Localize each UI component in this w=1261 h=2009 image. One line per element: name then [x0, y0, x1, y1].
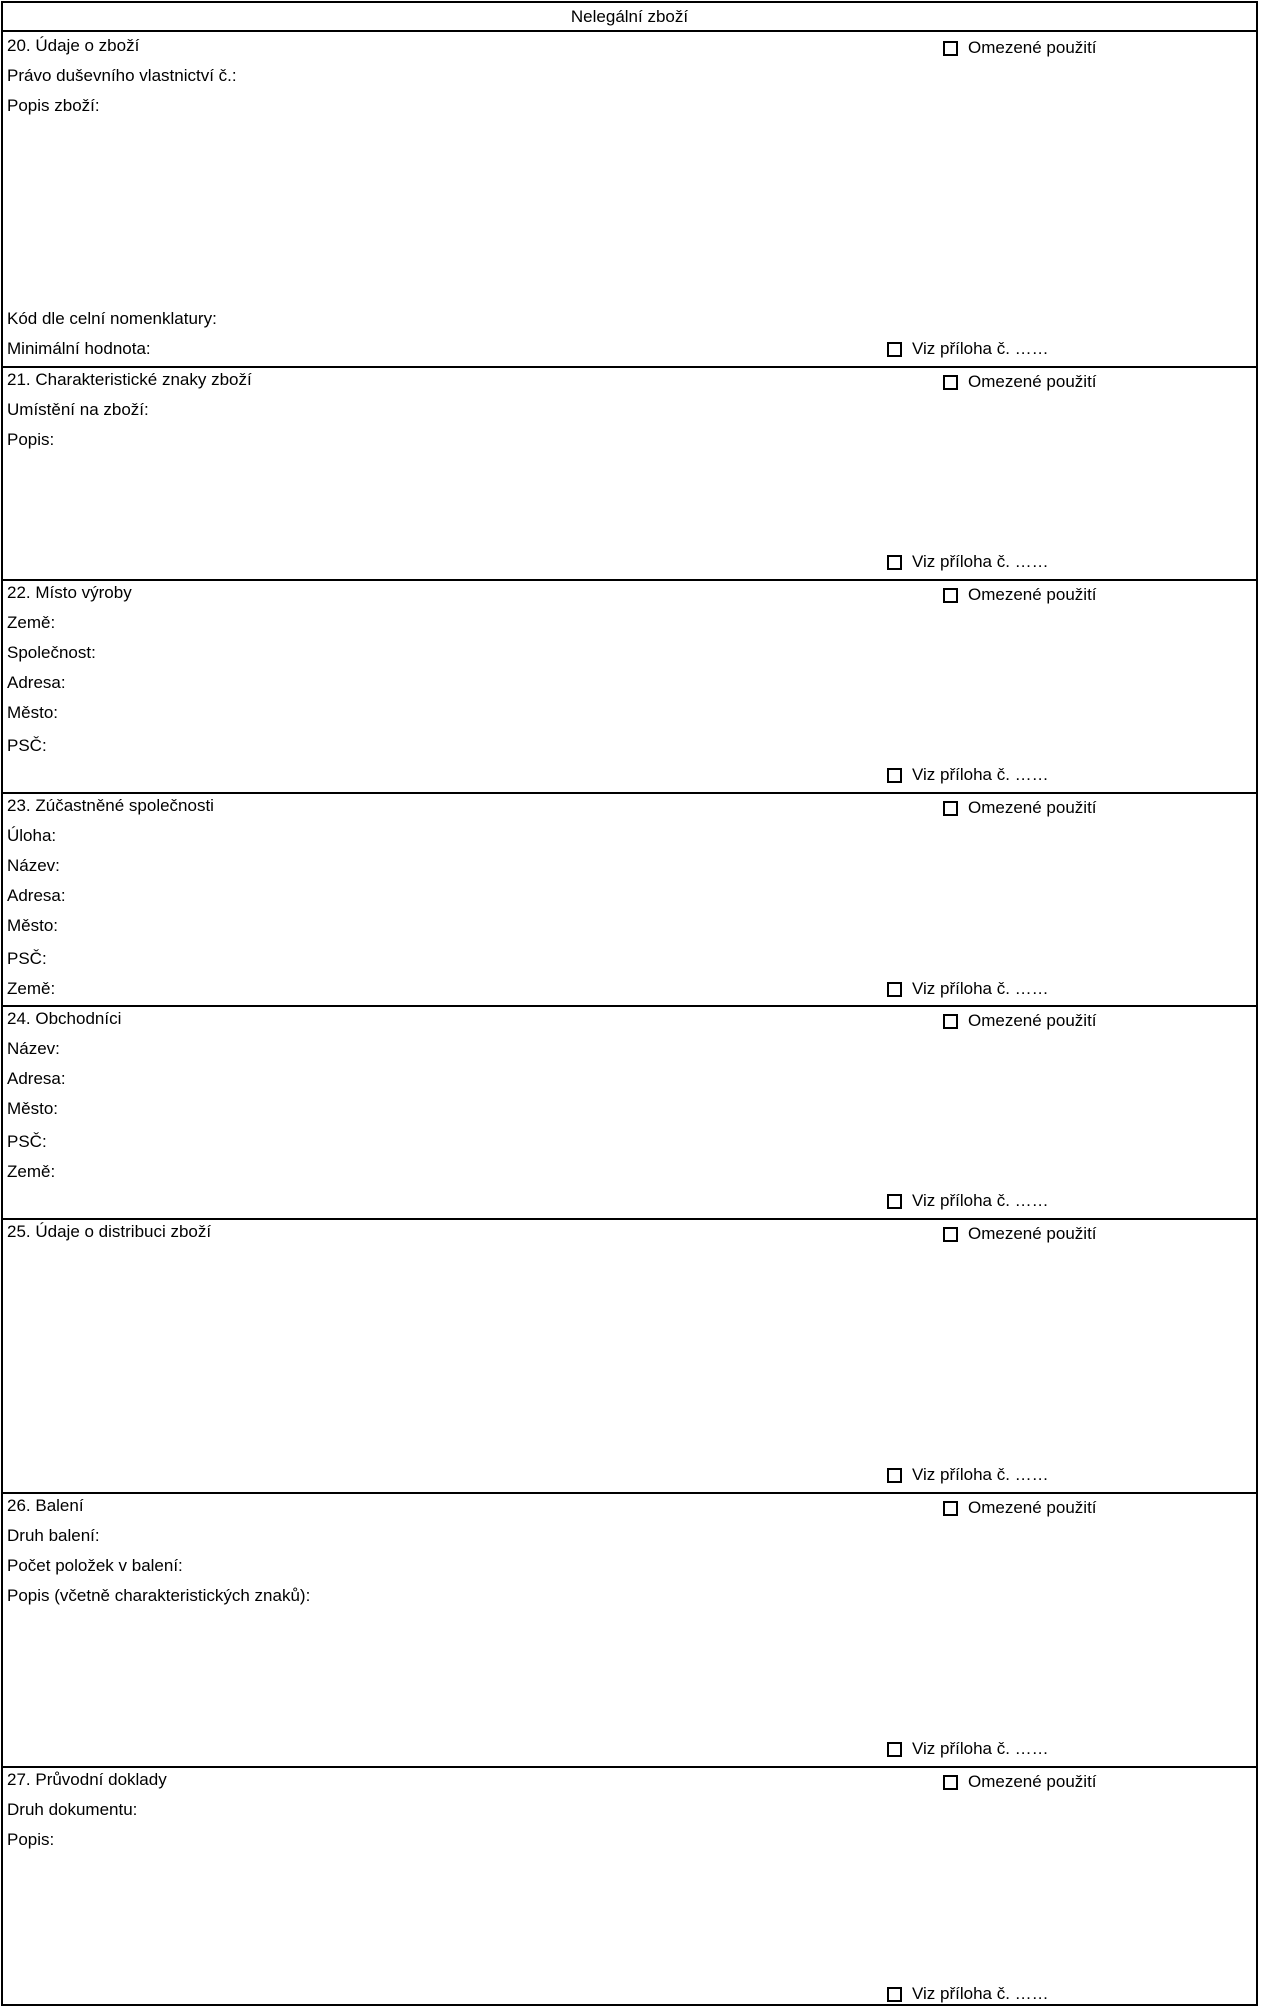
checkbox-box[interactable]: [887, 1987, 902, 2002]
item-count-label: Počet položek v balení:: [7, 1556, 183, 1575]
country-label: Země:: [7, 979, 56, 998]
document-type-label: Druh dokumentu:: [7, 1800, 138, 1819]
country-label: Země:: [7, 1162, 56, 1181]
section-heading: 24. Obchodníci: [7, 1009, 122, 1028]
section-heading: 23. Zúčastněné společnosti: [7, 796, 214, 815]
see-annex-label: Viz příloha č. ……: [912, 1984, 1049, 2003]
section-involved-companies: [3, 794, 1256, 1007]
restricted-use-label: Omezené použití: [968, 1498, 1097, 1517]
restricted-use-label: Omezené použití: [968, 585, 1097, 604]
address-label: Adresa:: [7, 886, 66, 905]
see-annex-label: Viz příloha č. ……: [912, 552, 1049, 571]
see-annex-checkbox[interactable]: [887, 765, 1049, 785]
form-title: Nelegální zboží: [3, 3, 1256, 32]
checkbox-box[interactable]: [943, 588, 958, 603]
checkbox-box[interactable]: [887, 342, 902, 357]
restricted-use-label: Omezené použití: [968, 1011, 1097, 1030]
restricted-use-checkbox[interactable]: [943, 1772, 1097, 1792]
checkbox-box[interactable]: [943, 41, 958, 56]
see-annex-label: Viz příloha č. ……: [912, 979, 1049, 998]
description-label: Popis (včetně charakteristických znaků):: [7, 1586, 311, 1605]
name-label: Název:: [7, 1039, 60, 1058]
section-traders: [3, 1007, 1256, 1220]
postcode-label: PSČ:: [7, 736, 47, 755]
checkbox-box[interactable]: [943, 1775, 958, 1790]
section-heading: 27. Průvodní doklady: [7, 1770, 167, 1789]
section-heading: 21. Charakteristické znaky zboží: [7, 370, 252, 389]
checkbox-box[interactable]: [887, 555, 902, 570]
section-accompanying-documents: [3, 1768, 1256, 2004]
postcode-label: PSČ:: [7, 1132, 47, 1151]
checkbox-box[interactable]: [887, 768, 902, 783]
restricted-use-label: Omezené použití: [968, 372, 1097, 391]
country-label: Země:: [7, 613, 56, 632]
checkbox-box[interactable]: [887, 982, 902, 997]
company-label: Společnost:: [7, 643, 96, 662]
restricted-use-checkbox[interactable]: [943, 798, 1097, 818]
address-label: Adresa:: [7, 673, 66, 692]
goods-description-label: Popis zboží:: [7, 96, 100, 115]
section-heading: 22. Místo výroby: [7, 583, 132, 602]
section-characteristic-features: [3, 368, 1256, 581]
postcode-label: PSČ:: [7, 949, 47, 968]
form-frame: [1, 1, 1258, 2006]
see-annex-checkbox[interactable]: [887, 1739, 1049, 1759]
checkbox-box[interactable]: [943, 375, 958, 390]
restricted-use-checkbox[interactable]: [943, 372, 1097, 392]
checkbox-box[interactable]: [943, 801, 958, 816]
city-label: Město:: [7, 1099, 59, 1118]
see-annex-label: Viz příloha č. ……: [912, 1739, 1049, 1758]
see-annex-checkbox[interactable]: [887, 979, 1049, 999]
restricted-use-checkbox[interactable]: [943, 1224, 1097, 1244]
section-distribution-details: [3, 1220, 1256, 1494]
checkbox-box[interactable]: [887, 1742, 902, 1757]
restricted-use-label: Omezené použití: [968, 38, 1097, 57]
checkbox-box[interactable]: [887, 1468, 902, 1483]
name-label: Název:: [7, 856, 60, 875]
checkbox-box[interactable]: [943, 1014, 958, 1029]
restricted-use-checkbox[interactable]: [943, 38, 1097, 58]
restricted-use-label: Omezené použití: [968, 1772, 1097, 1791]
see-annex-label: Viz příloha č. ……: [912, 1191, 1049, 1210]
see-annex-checkbox[interactable]: [887, 339, 1049, 359]
description-label: Popis:: [7, 430, 55, 449]
description-label: Popis:: [7, 1830, 55, 1849]
section-packaging: [3, 1494, 1256, 1768]
see-annex-checkbox[interactable]: [887, 552, 1049, 572]
section-goods-details: [3, 32, 1256, 368]
customs-code-label: Kód dle celní nomenklatury:: [7, 309, 217, 328]
packaging-type-label: Druh balení:: [7, 1526, 100, 1545]
checkbox-box[interactable]: [943, 1227, 958, 1242]
restricted-use-checkbox[interactable]: [943, 1011, 1097, 1031]
restricted-use-checkbox[interactable]: [943, 1498, 1097, 1518]
checkbox-box[interactable]: [887, 1194, 902, 1209]
see-annex-checkbox[interactable]: [887, 1984, 1049, 2004]
address-label: Adresa:: [7, 1069, 66, 1088]
city-label: Město:: [7, 703, 59, 722]
section-place-of-production: [3, 581, 1256, 794]
section-heading: 25. Údaje o distribuci zboží: [7, 1222, 212, 1241]
section-heading: 20. Údaje o zboží: [7, 36, 140, 55]
see-annex-label: Viz příloha č. ……: [912, 1465, 1049, 1484]
restricted-use-label: Omezené použití: [968, 798, 1097, 817]
city-label: Město:: [7, 916, 59, 935]
see-annex-checkbox[interactable]: [887, 1465, 1049, 1485]
role-label: Úloha:: [7, 826, 57, 845]
restricted-use-label: Omezené použití: [968, 1224, 1097, 1243]
checkbox-box[interactable]: [943, 1501, 958, 1516]
see-annex-checkbox[interactable]: [887, 1191, 1049, 1211]
placement-label: Umístění na zboží:: [7, 400, 149, 419]
minimum-value-label: Minimální hodnota:: [7, 339, 151, 358]
section-heading: 26. Balení: [7, 1496, 84, 1515]
see-annex-label: Viz příloha č. ……: [912, 339, 1049, 358]
ip-right-number-label: Právo duševního vlastnictví č.:: [7, 66, 237, 85]
see-annex-label: Viz příloha č. ……: [912, 765, 1049, 784]
restricted-use-checkbox[interactable]: [943, 585, 1097, 605]
